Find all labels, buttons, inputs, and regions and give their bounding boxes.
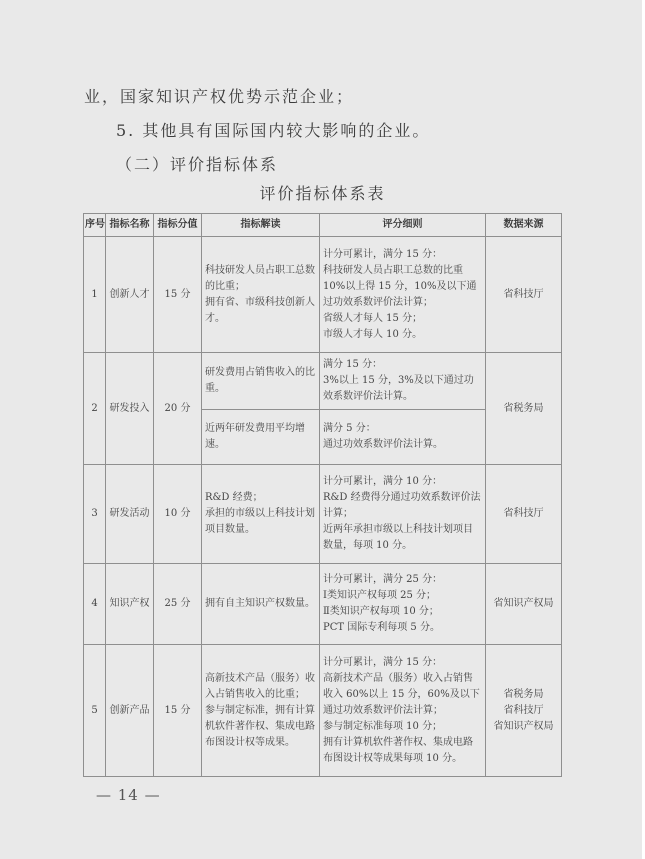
table-row bbox=[84, 237, 562, 353]
row-name: 创新人才 bbox=[106, 237, 154, 353]
paragraph-line-1: 业，国家知识产权优势示范企业； bbox=[84, 87, 355, 106]
table-row bbox=[84, 564, 562, 645]
table-header-row bbox=[84, 214, 562, 237]
row-source: 省科技厅 bbox=[486, 237, 562, 353]
row-rules: 计分可累计，满分 10 分： R&D 经费得分通过功效系数评价法计算； 近两年承担市级以上科技计划项目数量，每项 10 分。 bbox=[320, 465, 486, 564]
row-no: 3 bbox=[84, 465, 106, 564]
section-heading: （二）评价指标体系 bbox=[116, 155, 279, 174]
row-no: 4 bbox=[84, 564, 106, 645]
page-number: — 14 — bbox=[96, 786, 161, 804]
row-source: 省知识产权局 bbox=[486, 564, 562, 645]
row-rules: 计分可累计，满分 15 分： 科技研发人员占职工总数的比重 10%以上得 15 分，10%及以下通过功效系数评价法计算； 省级人才每人 15 分； 市级人才每人 10 分。 bbox=[320, 237, 486, 353]
row-interpretation: 研发费用占销售收入的比重。 bbox=[202, 353, 320, 410]
paragraph-line-2: 5. 其他具有国际国内较大影响的企业。 bbox=[116, 121, 431, 140]
row-no: 5 bbox=[84, 645, 106, 777]
row-no: 2 bbox=[84, 353, 106, 465]
table-title: 评价指标体系表 bbox=[259, 184, 386, 203]
table-row bbox=[84, 465, 562, 564]
row-name: 研发投入 bbox=[106, 353, 154, 465]
row-score: 15 分 bbox=[154, 237, 202, 353]
row-no: 1 bbox=[84, 237, 106, 353]
table-row bbox=[84, 645, 562, 777]
row-name: 创新产品 bbox=[106, 645, 154, 777]
header-no: 序号 bbox=[84, 214, 106, 237]
row-interpretation: 近两年研发费用平均增速。 bbox=[202, 410, 320, 465]
row-interpretation: R&D 经费； 承担的市级以上科技计划项目数量。 bbox=[202, 465, 320, 564]
row-interpretation: 科技研发人员占职工总数的比重； 拥有省、市级科技创新人才。 bbox=[202, 237, 320, 353]
row-score: 20 分 bbox=[154, 353, 202, 465]
row-name: 研发活动 bbox=[106, 465, 154, 564]
header-interpretation: 指标解读 bbox=[202, 214, 320, 237]
row-score: 10 分 bbox=[154, 465, 202, 564]
row-interpretation: 高新技术产品（服务）收入占销售收入的比重； 参与制定标准，拥有计算机软件著作权、集成电路布图设计权等成果。 bbox=[202, 645, 320, 777]
header-score: 指标分值 bbox=[154, 214, 202, 237]
evaluation-index-table bbox=[83, 213, 562, 777]
header-source: 数据来源 bbox=[486, 214, 562, 237]
row-source: 省科技厅 bbox=[486, 465, 562, 564]
row-rules: 满分 15 分： 3%以上 15 分，3%及以下通过功效系数评价法计算。 bbox=[320, 353, 486, 410]
row-score: 15 分 bbox=[154, 645, 202, 777]
row-name: 知识产权 bbox=[106, 564, 154, 645]
row-interpretation: 拥有自主知识产权数量。 bbox=[202, 564, 320, 645]
row-source: 省税务局 bbox=[486, 353, 562, 465]
row-score: 25 分 bbox=[154, 564, 202, 645]
header-rules: 评分细则 bbox=[320, 214, 486, 237]
row-source: 省税务局 省科技厅 省知识产权局 bbox=[486, 645, 562, 777]
header-name: 指标名称 bbox=[106, 214, 154, 237]
row-rules: 计分可累计，满分 25 分： Ⅰ类知识产权每项 25 分； Ⅱ类知识产权每项 10 分； PCT 国际专利每项 5 分。 bbox=[320, 564, 486, 645]
row-rules: 满分 5 分： 通过功效系数评价法计算。 bbox=[320, 410, 486, 465]
row-rules: 计分可累计，满分 15 分： 高新技术产品（服务）收入占销售收入 60%以上 15 分，60%及以下通过功效系数评价法计算； 参与制定标准每项 10 分； 拥有计算机软件著作权、集成电路布图设计权等成果每项 10 分。 bbox=[320, 645, 486, 777]
table-row bbox=[84, 353, 562, 410]
